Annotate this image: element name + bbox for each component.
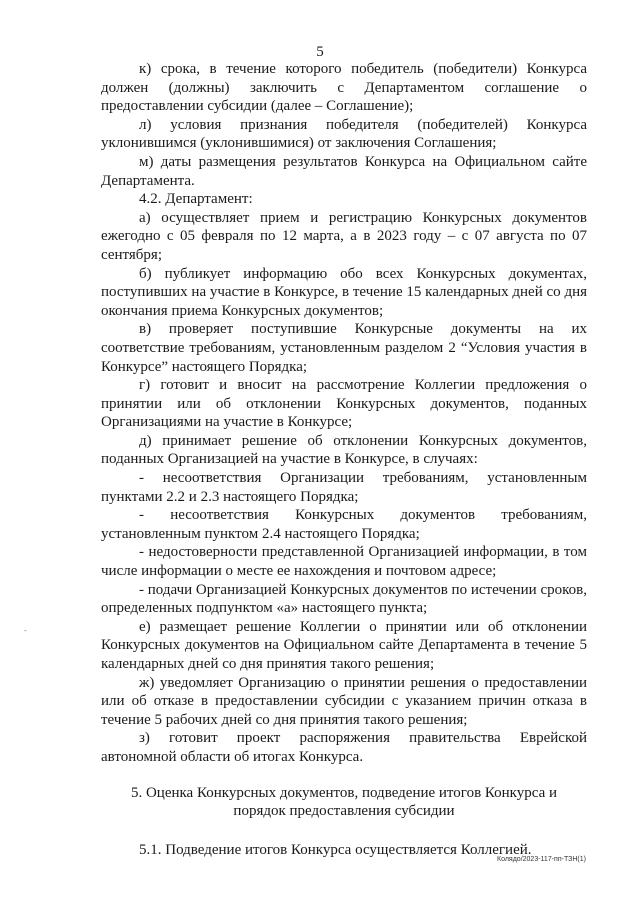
list-item-organization-requirements: - несоответствия Организации требованиям, установленным пунктами 2.2 и 2.3 настоящего Порядка;	[101, 470, 587, 505]
paragraph-zh: ж) уведомляет Организацию о принятии решения о предоставлении или об отказе в предоставлении субсидии с указанием причин отказа в течение 5 рабочих дней со дня принятия такого решения;	[101, 674, 587, 728]
list-item-document-requirements: - несоответствия Конкурсных документов требованиям, установленным пунктом 2.4 настоящего Порядка;	[101, 507, 587, 542]
paragraph-d: д) принимает решение об отклонении Конкурсных документов, поданных Организацией на участие в Конкурсе, в случаях:	[101, 432, 587, 468]
section-heading	[101, 784, 587, 821]
section-heading-line-1: 5. Оценка Конкурсных документов, подведение итогов Конкурса и	[130, 784, 558, 801]
list-item-false-information: - недостоверности представленной Организацией информации, в том числе информации о месте ее нахождения и почтовом адресе;	[101, 544, 587, 580]
paragraph-z: з) готовит проект распоряжения правительства Еврейской автономной области об итогах Конкурса.	[101, 730, 587, 765]
paragraph-g: г) готовит и вносит на рассмотрение Коллегии предложения о принятии или об отклонении Конкурсных документов, поданных Организациями на участие в Конкурсе;	[101, 377, 587, 431]
document-body	[101, 60, 587, 859]
margin-mark: -	[24, 626, 27, 635]
paragraph-v: в) проверяет поступившие Конкурсные документы на их соответствие требованиям, установленным разделом 2 “Условия участия в Конкурсе” настоящего Порядка;	[101, 321, 587, 375]
footer-document-code: Колядо/2023-117-пп-ТЗН(1)	[497, 856, 586, 863]
page-number: 5	[316, 44, 324, 60]
paragraph-m: м) даты размещения результатов Конкурса на Официальном сайте Департамента.	[101, 153, 587, 189]
list-item-late-submission: - подачи Организацией Конкурсных документов по истечении сроков, определенных подпунктом «а» настоящего пункта;	[101, 581, 587, 617]
paragraph-a: а) осуществляет прием и регистрацию Конкурсных документов ежегодно с 05 февраля по 12 марта, а в 2023 году – с 07 августа по 07 сентября;	[101, 209, 587, 263]
section-heading-line-2: порядок предоставления субсидии	[233, 803, 455, 820]
paragraph-k: к) срока, в течение которого победитель (победители) Конкурса должен (должны) заключить с Департаментом соглашение о предоставлении субсидии (далее – Соглашение);	[101, 61, 587, 115]
paragraph-b: б) публикует информацию обо всех Конкурсных документах, поступивших на участие в Конкурсе, в течение 15 календарных дней со дня окончания приема Конкурсных документов;	[101, 265, 587, 319]
paragraph-5-1: 5.1. Подведение итогов Конкурса осуществляется Коллегией.	[139, 841, 532, 858]
paragraph-4-2: 4.2. Департамент:	[139, 191, 253, 208]
paragraph-e: е) размещает решение Коллегии о принятии или об отклонении Конкурсных документов на Официальном сайте Департамента в течение 5 календарных дней со дня принятия такого решения;	[101, 618, 587, 672]
paragraph-l: л) условия признания победителя (победителей) Конкурса уклонившимся (уклонившимися) от заключения Соглашения;	[101, 116, 587, 152]
